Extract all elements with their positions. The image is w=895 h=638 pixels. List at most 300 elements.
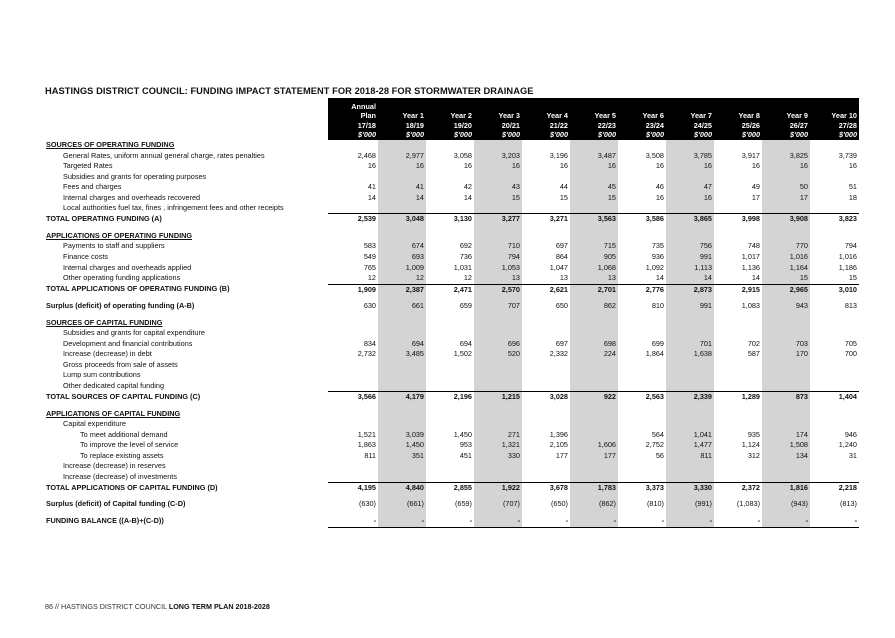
table-cell — [618, 360, 666, 371]
table-cell: 16 — [463, 161, 472, 171]
table-cell: 702 — [747, 338, 760, 348]
table-cell — [328, 318, 378, 329]
table-cell: 1,321 — [474, 440, 522, 451]
table-cell: 1,450 — [378, 440, 426, 451]
table-cell — [570, 430, 618, 441]
table-cell: - — [474, 516, 522, 527]
table-cell — [714, 381, 762, 392]
table-cell — [666, 203, 714, 214]
table-cell — [762, 318, 810, 329]
table-row — [45, 328, 859, 339]
table-cell — [522, 203, 570, 214]
table-cell — [618, 328, 666, 339]
table-cell: 1,521 — [357, 429, 376, 439]
table-cell: 1,047 — [549, 262, 568, 272]
row-label: TOTAL OPERATING FUNDING (A) — [46, 214, 162, 224]
table-cell — [522, 318, 570, 329]
table-row — [45, 419, 859, 430]
table-cell: 16 — [559, 161, 568, 171]
table-row — [45, 263, 859, 274]
column-header-l2: Year 2 — [450, 111, 472, 121]
table-cell — [474, 203, 522, 214]
table-cell: 862 — [570, 301, 618, 312]
table-cell: 694 — [459, 338, 472, 348]
table-cell — [522, 472, 570, 483]
table-cell: (813) — [839, 499, 857, 509]
table-cell: 1,009 — [378, 263, 426, 274]
table-cell: 3,678 — [522, 482, 570, 493]
column-unit: $'000 — [454, 130, 472, 140]
table-cell — [618, 203, 666, 214]
table-row — [45, 301, 859, 312]
table-cell: 707 — [474, 301, 522, 312]
table-cell: 16 — [655, 192, 664, 202]
row-label: Increase (decrease) in reserves — [63, 461, 166, 471]
table-cell — [762, 360, 810, 371]
table-cell — [328, 370, 378, 381]
column-header — [328, 98, 378, 140]
table-cell — [762, 140, 810, 151]
table-cell: 3,508 — [645, 150, 664, 160]
table-cell: 661 — [378, 301, 426, 312]
table-cell: 174 — [762, 430, 810, 441]
table-cell: 224 — [570, 349, 618, 360]
table-cell: 46 — [655, 182, 664, 192]
table-cell — [474, 231, 522, 242]
table-cell: 41 — [378, 182, 426, 193]
table-cell — [666, 172, 714, 183]
table-cell — [474, 140, 522, 151]
table-cell: - — [714, 516, 762, 527]
table-cell: 991 — [666, 301, 714, 312]
table-cell — [570, 318, 618, 329]
table-cell: 694 — [378, 339, 426, 350]
row-label: Finance costs — [63, 251, 109, 261]
table-cell: 3,563 — [570, 214, 618, 225]
table-cell: 351 — [378, 451, 426, 462]
table-cell: - — [810, 516, 859, 527]
table-cell: (810) — [646, 499, 664, 509]
table-cell: 17 — [762, 193, 810, 204]
table-cell: 810 — [651, 301, 664, 311]
table-cell: 3,039 — [378, 430, 426, 441]
table-cell: 1,816 — [762, 482, 810, 493]
table-cell — [762, 172, 810, 183]
table-cell: 2,873 — [666, 284, 714, 295]
row-label: Other operating funding applications — [63, 273, 181, 283]
table-cell: 2,965 — [762, 284, 810, 295]
table-cell: 18 — [848, 192, 857, 202]
table-cell: 3,823 — [810, 214, 859, 225]
table-cell — [762, 461, 810, 472]
table-cell — [810, 318, 859, 329]
table-cell: - — [762, 516, 810, 527]
column-header-l1: Annual — [351, 101, 376, 111]
table-cell: 451 — [459, 450, 472, 460]
row-label: To improve the level of service — [80, 440, 179, 450]
table-cell — [570, 328, 618, 339]
table-cell — [666, 409, 714, 420]
table-cell: 770 — [762, 241, 810, 252]
page-title: HASTINGS DISTRICT COUNCIL: FUNDING IMPACT STATEMENT FOR 2018-28 FOR STORMWATER DRAINAGE — [45, 86, 534, 96]
table-cell: (1,083) — [736, 499, 760, 509]
table-cell: 49 — [751, 182, 760, 192]
table-cell — [810, 203, 859, 214]
column-header — [810, 98, 859, 140]
table-cell: 4,179 — [378, 392, 426, 403]
table-cell: 3,739 — [838, 150, 857, 160]
table-cell: 14 — [378, 193, 426, 204]
table-cell — [618, 381, 666, 392]
table-cell — [810, 370, 859, 381]
column-header-l3: 21/22 — [549, 120, 568, 130]
row-label: TOTAL APPLICATIONS OF OPERATING FUNDING (B) — [46, 284, 230, 294]
table-row — [45, 392, 859, 403]
table-cell — [666, 472, 714, 483]
table-cell — [714, 409, 762, 420]
column-unit: $'000 — [694, 130, 712, 140]
table-cell: 51 — [848, 182, 857, 192]
table-row — [45, 482, 859, 493]
table-cell: 1,017 — [741, 251, 760, 261]
column-header-l2: Year 1 — [402, 111, 424, 121]
table-cell — [762, 381, 810, 392]
table-cell: 12 — [463, 273, 472, 283]
table-cell: 703 — [762, 339, 810, 350]
table-cell: 794 — [844, 241, 857, 251]
table-cell — [666, 370, 714, 381]
table-cell: 41 — [367, 182, 376, 192]
table-cell: 692 — [459, 241, 472, 251]
table-row — [45, 161, 859, 172]
column-header — [522, 98, 570, 140]
table-cell: 15 — [848, 273, 857, 283]
table-cell: 1,053 — [474, 263, 522, 274]
table-cell: - — [426, 516, 474, 527]
table-cell: 2,471 — [426, 284, 474, 295]
column-unit: $'000 — [550, 130, 568, 140]
column-header-l3: 24/25 — [693, 120, 712, 130]
table-cell: 4,195 — [328, 482, 378, 493]
column-header-l2: Plan — [360, 111, 376, 121]
table-cell — [570, 381, 618, 392]
table-row — [45, 151, 859, 162]
table-cell: (650) — [550, 499, 568, 509]
table-cell — [618, 370, 666, 381]
table-cell — [378, 140, 426, 151]
row-label: Other dedicated capital funding — [63, 380, 165, 390]
column-header-l2: Year 8 — [738, 111, 760, 121]
column-unit: $'000 — [839, 130, 857, 140]
table-cell — [618, 461, 666, 472]
column-unit: $'000 — [358, 130, 376, 140]
row-label: Fees and charges — [63, 182, 122, 192]
table-cell: 2,196 — [426, 392, 474, 403]
column-header — [762, 98, 810, 140]
column-header-l2: Year 5 — [594, 111, 616, 121]
table-row — [45, 451, 859, 462]
table-cell: 756 — [666, 241, 714, 252]
table-cell: 811 — [666, 451, 714, 462]
table-cell — [810, 419, 859, 430]
table-cell: 3,908 — [762, 214, 810, 225]
row-label: Subsidies and grants for capital expenditure — [63, 328, 205, 338]
row-label: Targeted Rates — [63, 161, 113, 171]
table-cell — [328, 328, 378, 339]
table-cell: - — [378, 516, 426, 527]
table-cell — [762, 370, 810, 381]
table-cell — [714, 360, 762, 371]
table-row — [45, 172, 859, 183]
table-cell: 698 — [570, 339, 618, 350]
table-cell — [378, 370, 426, 381]
table-cell — [328, 461, 378, 472]
row-label: APPLICATIONS OF CAPITAL FUNDING — [46, 408, 181, 418]
table-cell: 1,863 — [357, 440, 376, 450]
table-cell: 16 — [570, 161, 618, 172]
footer-document-name: LONG TERM PLAN 2018-2028 — [168, 602, 270, 611]
table-cell — [618, 419, 666, 430]
table-cell: 700 — [844, 349, 857, 359]
table-cell — [328, 360, 378, 371]
column-header-l3: 26/27 — [789, 120, 808, 130]
table-row — [45, 430, 859, 441]
table-cell: 953 — [459, 440, 472, 450]
table-cell — [474, 172, 522, 183]
table-cell: 3,277 — [474, 214, 522, 225]
table-cell — [426, 203, 474, 214]
column-header-l2: Year 7 — [690, 111, 712, 121]
table-cell: 14 — [367, 192, 376, 202]
table-cell: 1,041 — [666, 430, 714, 441]
table-cell: 14 — [666, 273, 714, 284]
row-label: SOURCES OF OPERATING FUNDING — [46, 140, 175, 149]
row-label: Surplus (deficit) of Capital funding (C-D) — [46, 499, 186, 509]
table-row — [45, 284, 859, 295]
table-row — [45, 140, 859, 151]
row-label: To meet additional demand — [80, 429, 168, 439]
funding-impact-table — [45, 98, 859, 528]
table-row — [45, 461, 859, 472]
table-cell — [666, 419, 714, 430]
table-cell — [714, 203, 762, 214]
table-cell: 1,864 — [645, 349, 664, 359]
table-row — [45, 193, 859, 204]
table-cell — [810, 472, 859, 483]
table-cell: 1,922 — [474, 482, 522, 493]
table-cell — [570, 360, 618, 371]
column-header-l2: Year 10 — [831, 111, 857, 121]
column-unit: $'000 — [502, 130, 520, 140]
table-cell: 1,502 — [453, 349, 472, 359]
table-cell — [378, 461, 426, 472]
table-cell: 1,508 — [762, 440, 810, 451]
column-header-l3: 23/24 — [645, 120, 664, 130]
column-header — [618, 98, 666, 140]
table-row — [45, 360, 859, 371]
table-cell — [328, 140, 378, 151]
row-label: Increase (decrease) of investments — [63, 471, 177, 481]
table-cell: 13 — [474, 273, 522, 284]
table-cell — [666, 461, 714, 472]
table-cell — [810, 360, 859, 371]
table-cell: 16 — [751, 161, 760, 171]
table-cell: 1,186 — [838, 262, 857, 272]
table-cell — [474, 461, 522, 472]
row-label: Development and financial contributions — [63, 338, 193, 348]
table-cell — [570, 409, 618, 420]
table-cell: 4,840 — [378, 482, 426, 493]
table-cell — [474, 472, 522, 483]
table-cell — [328, 172, 378, 183]
table-cell: 1,068 — [570, 263, 618, 274]
table-cell — [810, 409, 859, 420]
table-cell — [522, 172, 570, 183]
table-cell: 16 — [666, 193, 714, 204]
table-cell: 564 — [651, 429, 664, 439]
table-cell — [474, 328, 522, 339]
table-cell — [522, 328, 570, 339]
table-cell — [618, 472, 666, 483]
table-cell: 3,865 — [666, 214, 714, 225]
column-header — [714, 98, 762, 140]
table-cell — [762, 231, 810, 242]
table-cell: 134 — [762, 451, 810, 462]
table-row — [45, 214, 859, 225]
column-header-l2: Year 3 — [498, 111, 520, 121]
row-label: FUNDING BALANCE ((A-B)+(C-D)) — [46, 516, 164, 526]
table-cell: 2,732 — [357, 349, 376, 359]
column-header — [666, 98, 714, 140]
table-cell — [714, 370, 762, 381]
table-cell: 3,203 — [474, 151, 522, 162]
table-cell: 13 — [570, 273, 618, 284]
table-cell: - — [328, 516, 378, 527]
table-cell: 3,785 — [666, 151, 714, 162]
table-cell: 710 — [474, 241, 522, 252]
table-cell — [522, 370, 570, 381]
table-cell: 3,825 — [762, 151, 810, 162]
table-cell: 873 — [762, 392, 810, 403]
table-cell: (991) — [666, 499, 714, 510]
column-unit: $'000 — [406, 130, 424, 140]
table-cell: 2,539 — [328, 214, 378, 225]
table-row — [45, 516, 859, 527]
table-cell: 715 — [570, 241, 618, 252]
table-cell: 3,028 — [522, 392, 570, 403]
table-cell: 13 — [559, 273, 568, 283]
column-header-l3: 25/26 — [741, 120, 760, 130]
table-cell: 520 — [474, 349, 522, 360]
table-cell — [378, 203, 426, 214]
table-cell: 15 — [474, 193, 522, 204]
table-cell: 3,271 — [522, 214, 570, 225]
table-cell: 834 — [363, 338, 376, 348]
table-cell — [618, 172, 666, 183]
table-cell — [666, 360, 714, 371]
table-cell — [328, 381, 378, 392]
column-header-l2: Year 9 — [786, 111, 808, 121]
table-cell — [426, 328, 474, 339]
table-cell — [378, 419, 426, 430]
table-cell: 2,621 — [522, 284, 570, 295]
table-cell: 735 — [651, 241, 664, 251]
table-cell — [618, 409, 666, 420]
table-cell — [714, 172, 762, 183]
table-cell: 3,130 — [426, 214, 474, 225]
table-cell: 3,998 — [714, 214, 762, 225]
table-cell — [378, 328, 426, 339]
table-cell: (661) — [378, 499, 426, 510]
table-cell: 2,563 — [618, 392, 666, 403]
table-cell — [666, 140, 714, 151]
table-cell — [762, 203, 810, 214]
table-cell: 736 — [459, 251, 472, 261]
table-cell: 697 — [555, 338, 568, 348]
table-cell: 587 — [747, 349, 760, 359]
table-cell — [762, 472, 810, 483]
table-cell: 1,016 — [762, 252, 810, 263]
table-cell: 43 — [474, 182, 522, 193]
table-cell: 16 — [762, 161, 810, 172]
table-cell — [474, 318, 522, 329]
table-cell: 936 — [651, 251, 664, 261]
table-cell: 12 — [367, 273, 376, 283]
table-cell: 813 — [844, 301, 857, 311]
table-cell: 3,196 — [549, 150, 568, 160]
column-header-l3: 17/18 — [357, 120, 376, 130]
table-cell: 693 — [378, 252, 426, 263]
table-cell: 2,387 — [378, 284, 426, 295]
table-cell: 1,396 — [549, 429, 568, 439]
column-unit: $'000 — [598, 130, 616, 140]
table-cell — [666, 328, 714, 339]
table-cell: 583 — [363, 241, 376, 251]
table-cell: 3,917 — [741, 150, 760, 160]
table-cell: 630 — [363, 301, 376, 311]
table-cell: 2,915 — [714, 284, 762, 295]
table-cell — [714, 231, 762, 242]
row-label: SOURCES OF CAPITAL FUNDING — [46, 317, 163, 327]
table-cell — [666, 318, 714, 329]
row-label: TOTAL APPLICATIONS OF CAPITAL FUNDING (D) — [46, 482, 218, 492]
table-cell: 650 — [555, 301, 568, 311]
table-cell — [378, 472, 426, 483]
table-row — [45, 339, 859, 350]
table-cell — [522, 231, 570, 242]
row-label: Internal charges and overheads recovered — [63, 192, 201, 202]
table-cell: 748 — [747, 241, 760, 251]
row-label: Lump sum contributions — [63, 370, 141, 380]
table-cell: 1,083 — [741, 301, 760, 311]
table-cell — [570, 419, 618, 430]
table-cell — [762, 409, 810, 420]
table-cell: (630) — [358, 499, 376, 509]
table-cell — [810, 328, 859, 339]
table-cell: 16 — [666, 161, 714, 172]
table-cell: (862) — [570, 499, 618, 510]
table-cell: 922 — [570, 392, 618, 403]
table-cell — [426, 461, 474, 472]
table-cell: 697 — [555, 241, 568, 251]
table-cell: 701 — [666, 339, 714, 350]
table-row — [45, 252, 859, 263]
row-label: General Rates, uniform annual general charge, rates penalties — [63, 150, 265, 160]
table-row — [45, 409, 859, 420]
table-cell: 45 — [570, 182, 618, 193]
table-cell: 946 — [844, 429, 857, 439]
table-cell: 2,468 — [357, 150, 376, 160]
